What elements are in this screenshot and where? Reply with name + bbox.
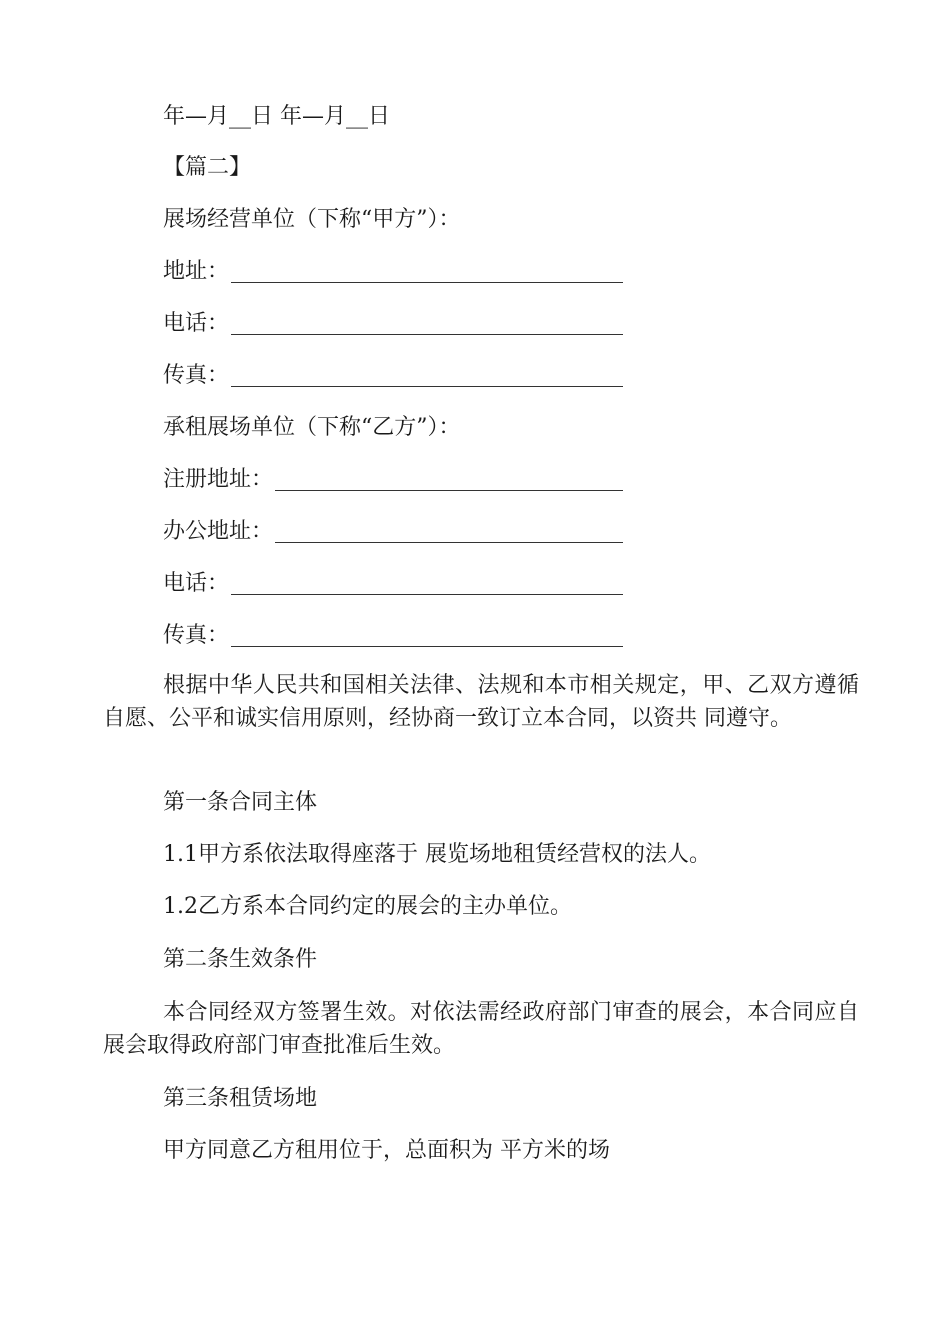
party-a-address-field xyxy=(163,257,623,287)
party-b-phone-blank xyxy=(231,594,623,595)
party-b-office-address-field xyxy=(163,517,623,547)
party-b-fax-blank xyxy=(231,646,623,647)
party-b-phone-label: 电话： xyxy=(163,571,230,596)
party-b-reg-address-field xyxy=(163,465,623,495)
party-b-office-address-label: 办公地址： xyxy=(163,519,274,544)
party-b-phone-field xyxy=(163,569,623,599)
article-1-title: 第一条合同主体 xyxy=(163,790,318,815)
article-2-title: 第二条生效条件 xyxy=(163,947,318,972)
party-b-reg-address-label: 注册地址： xyxy=(163,467,274,492)
party-b-office-address-blank xyxy=(275,542,623,543)
party-a-phone-blank xyxy=(231,334,623,335)
signature-date-line: 年—月__日 年—月__日 xyxy=(163,104,390,129)
clause-1-2: 1.2乙方系本合同约定的展会的主办单位。 xyxy=(163,894,572,919)
article-2-paragraph: 本合同经双方签署生效。对依法需经政府部门审查的展会，本合同应自展会取得政府部门审查批准后生效。 xyxy=(103,1000,859,1058)
party-a-address-blank xyxy=(231,282,623,283)
party-a-phone-label: 电话： xyxy=(163,311,230,336)
party-a-fax-blank xyxy=(231,386,623,387)
party-a-address-label: 地址： xyxy=(163,259,230,284)
party-b-fax-field xyxy=(163,621,623,651)
party-a-fax-field xyxy=(163,361,623,391)
party-b-reg-address-blank xyxy=(275,490,623,491)
article-3-paragraph: 甲方同意乙方租用位于，总面积为 平方米的场 xyxy=(163,1138,610,1163)
clause-1-1: 1.1甲方系依法取得座落于 展览场地租赁经营权的法人。 xyxy=(163,842,711,867)
section-title: 【篇二】 xyxy=(163,155,252,180)
party-b-fax-label: 传真： xyxy=(163,623,230,648)
party-b-heading: 承租展场单位（下称“乙方”）： xyxy=(163,415,461,440)
party-a-heading: 展场经营单位（下称“甲方”）： xyxy=(163,207,461,232)
party-a-phone-field xyxy=(163,309,623,339)
party-a-fax-label: 传真： xyxy=(163,363,230,388)
preamble-paragraph: 根据中华人民共和国相关法律、法规和本市相关规定，甲、乙双方遵循自愿、公平和诚实信用原则，经协商一致订立本合同，以资共 同遵守。 xyxy=(103,673,859,731)
article-3-title: 第三条租赁场地 xyxy=(163,1086,318,1111)
